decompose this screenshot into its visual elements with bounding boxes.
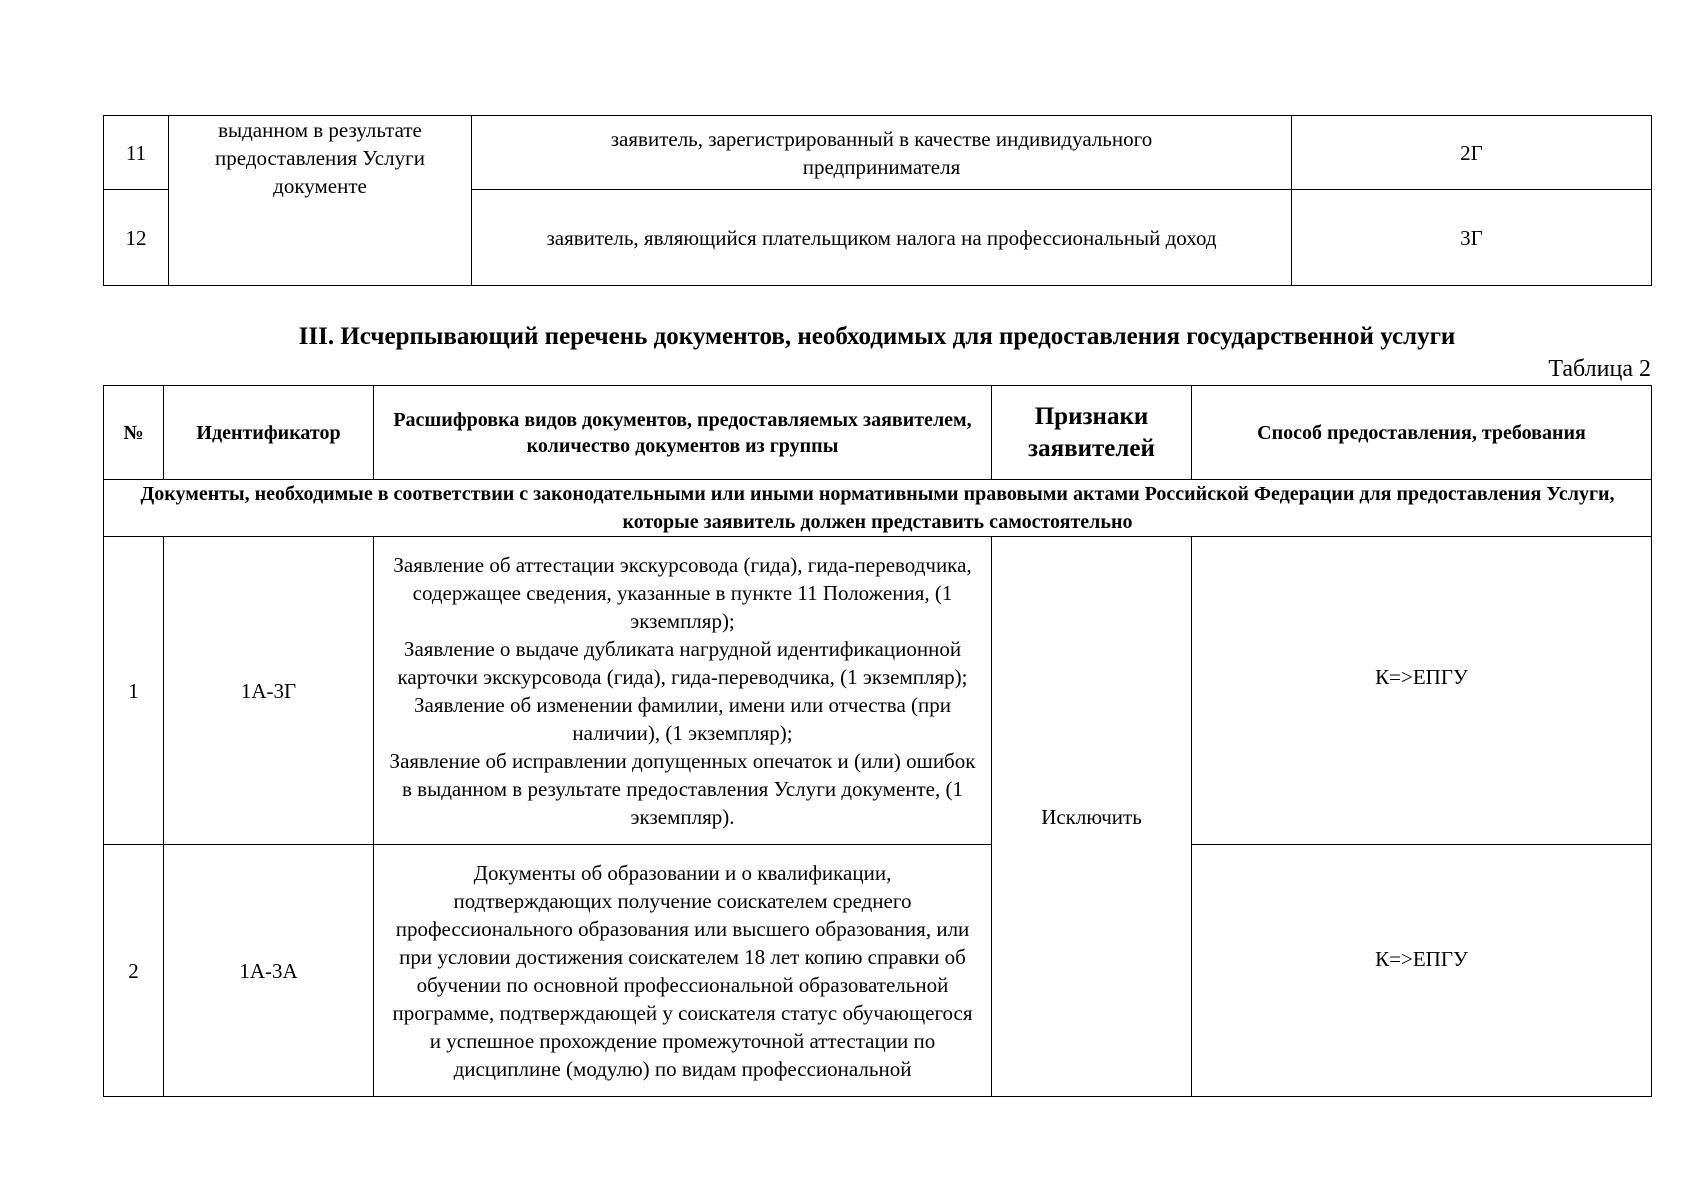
row-description xyxy=(374,845,992,1097)
subject-cell: выданном в результате предоставления Услуги документе xyxy=(169,116,472,286)
header-num: № xyxy=(104,386,164,480)
applicant-cell: заявитель, являющийся плательщиком налога на профессиональный доход xyxy=(472,190,1292,286)
row-identifier: 1А-3А xyxy=(164,845,374,1097)
description-line: Заявление об изменении фамилии, имени или отчества (при наличии), (1 экземпляр); xyxy=(414,692,951,745)
method-cell xyxy=(1192,537,1652,845)
continuation-table xyxy=(103,115,1652,286)
table-caption: Таблица 2 xyxy=(1548,356,1651,382)
code-cell: 2Г xyxy=(1292,116,1652,190)
method-value: К=>ЕПГУ xyxy=(1375,947,1468,971)
table-row xyxy=(104,537,1652,845)
row-number: 1 xyxy=(104,537,164,845)
code-cell: 3Г xyxy=(1292,190,1652,286)
header-row xyxy=(104,386,1652,480)
row-number: 12 xyxy=(104,190,169,286)
header-identifier: Идентификатор xyxy=(164,386,374,480)
signs-cell: Исключить xyxy=(992,537,1192,1097)
description-line: Заявление о выдаче дубликата нагрудной идентификационной карточки экскурсовода (гида), гида-переводчика, (1 экземпляр); xyxy=(397,636,968,689)
applicant-cell: заявитель, зарегистрированный в качестве индивидуального предпринимателя xyxy=(472,116,1292,190)
header-method: Способ предоставления, требования xyxy=(1192,386,1652,480)
row-number: 2 xyxy=(104,845,164,1097)
table-row xyxy=(104,116,1652,190)
group-row xyxy=(104,480,1652,537)
method-cell xyxy=(1192,845,1652,1097)
description-line: Заявление об исправлении допущенных опечаток и (или) ошибок в выданном в результате предоставления Услуги документе, (1 экземпляр). xyxy=(389,748,976,829)
description-line: Заявление об аттестации экскурсовода (гида), гида-переводчика, содержащее сведения, указанные в пункте 11 Положения, (1 экземпляр); xyxy=(393,552,972,633)
table-row xyxy=(104,845,1652,1097)
description-line: Документы об образовании и о квалификации, подтверждающих получение соискателем среднего профессионального образования или высшего образования, или при условии достижения соискателем 18 лет копию справки об обучении по основной профессиональной образовательной программе, подтверждающей у соискателя статус обучающегося и успешное прохождение промежуточной аттестации по дисциплине (модулю) по видам профессиональной xyxy=(392,860,973,1081)
method-value: К=>ЕПГУ xyxy=(1375,665,1468,689)
section-title: III. Исчерпывающий перечень документов, необходимых для предоставления государственной услуги xyxy=(298,323,1456,350)
row-description xyxy=(374,537,992,845)
row-number: 11 xyxy=(104,116,169,190)
header-signs: Признаки заявителей xyxy=(992,386,1192,480)
row-identifier: 1А-3Г xyxy=(164,537,374,845)
group-title: Документы, необходимые в соответствии с законодательными или иными нормативными правовыми актами Российской Федерации для предоставления Услуги, которые заявитель должен представить самостоятельно xyxy=(104,480,1652,537)
header-description: Расшифровка видов документов, предоставляемых заявителем, количество документов из группы xyxy=(374,386,992,480)
documents-table xyxy=(103,385,1652,1097)
